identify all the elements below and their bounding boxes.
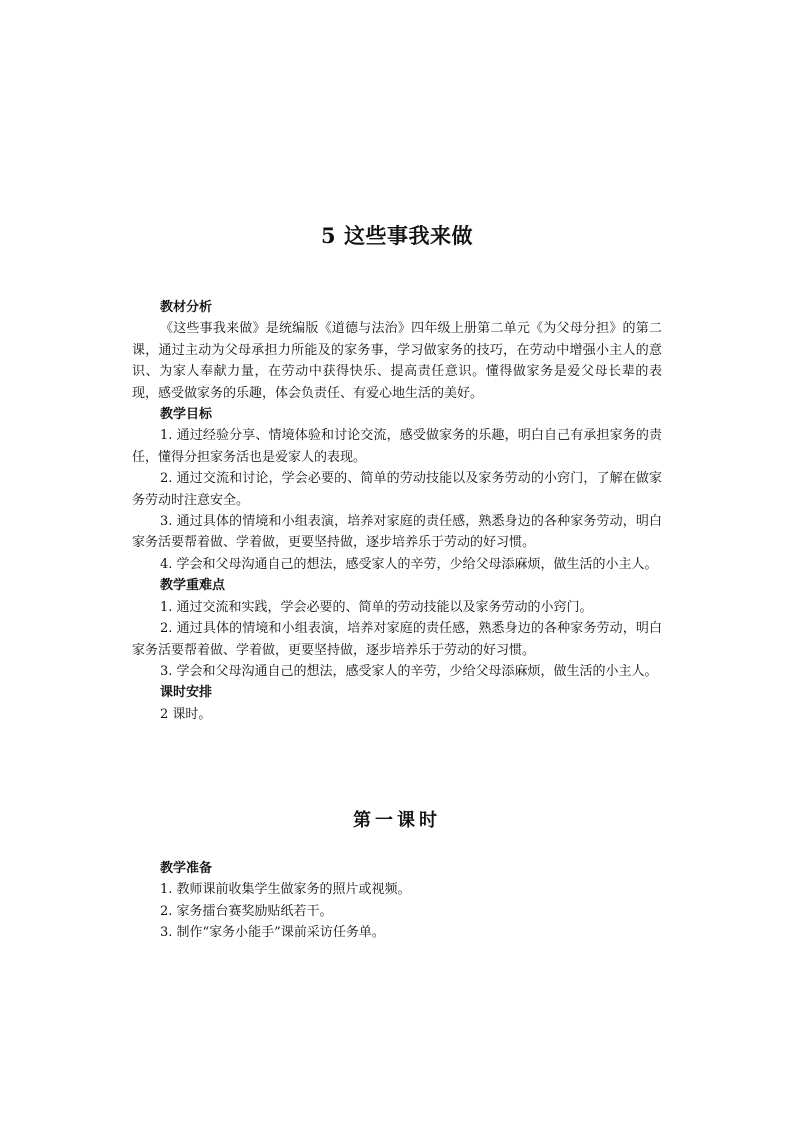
analysis-text: 《这些事我来做》是统编版《道德与法治》四年级上册第二单元《为父母分担》的第二课，通过主动为父母承担力所能及的家务事，学习做家务的技巧，在劳动中增强小主人的意识、为家人奉献力量，在劳动中获得快乐、提高责任意识。懂得做家务是爱父母长辈的表现，感受做家务的乐趣，体会负责任、有爱心地生活的美好。	[132, 321, 662, 401]
keypoint-item: 1. 通过交流和实践，学会必要的、简单的劳动技能以及家务劳动的小窍门。	[160, 599, 593, 615]
keypoint-item: 2. 通过具体的情境和小组表演，培养对家庭的责任感，熟悉身边的各种家务劳动，明白家务活要帮着做、学着做，更要坚持做，逐步培养乐于劳动的好习惯。	[132, 621, 662, 658]
keypoints-heading: 教学重难点	[160, 578, 226, 594]
schedule-heading: 课时安排	[160, 685, 213, 701]
lesson-overview	[132, 297, 662, 725]
goal-item: 3. 通过具体的情境和小组表演，培养对家庭的责任感，熟悉身边的各种家务劳动，明白家务活要帮着做、学着做，更要坚持做，逐步培养乐于劳动的好习惯。	[132, 514, 662, 551]
schedule-text: 2 课时。	[160, 706, 212, 722]
lesson-prep	[132, 858, 662, 944]
prep-heading: 教学准备	[160, 861, 213, 876]
goal-item: 2. 通过交流和讨论，学会必要的、简单的劳动技能以及家务劳动的小窍门，了解在做家务劳动时注意安全。	[132, 471, 662, 508]
prep-item: 1. 教师课前收集学生做家务的照片或视频。	[160, 882, 411, 898]
goal-item: 1. 通过经验分享、情境体验和讨论交流，感受做家务的乐趣，明白自己有承担家务的责任，懂得分担家务活也是爱家人的表现。	[132, 428, 662, 465]
goals-heading: 教学目标	[160, 407, 213, 423]
analysis-heading: 教材分析	[160, 300, 213, 315]
prep-item: 2. 家务擂台赛奖励贴纸若干。	[160, 903, 333, 919]
page-title: 5 这些事我来做	[321, 223, 473, 248]
goal-item: 4. 学会和父母沟通自己的想法，感受家人的辛劳，少给父母添麻烦，做生活的小主人。	[160, 556, 658, 572]
lesson-title: 第一课时	[353, 810, 441, 831]
keypoint-item: 3. 学会和父母沟通自己的想法，感受家人的辛劳，少给父母添麻烦，做生活的小主人。	[160, 663, 658, 679]
prep-item: 3. 制作“家务小能手”课前采访任务单。	[160, 925, 385, 941]
